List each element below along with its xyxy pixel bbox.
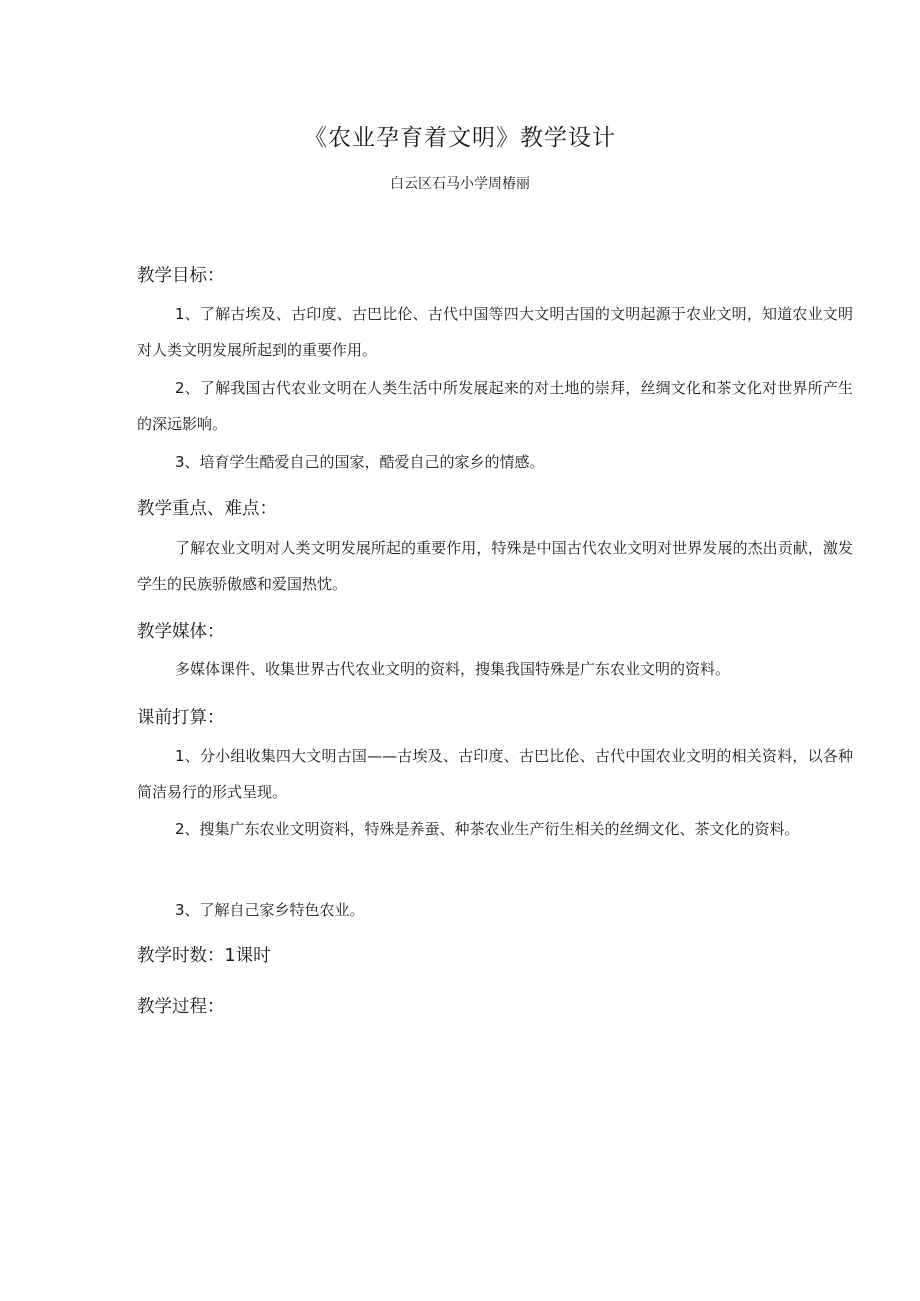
section-heading-key-points: 教学重点、难点： <box>137 499 277 519</box>
section-heading-hours: 教学时数：1课时 <box>137 946 271 966</box>
section-heading-process: 教学过程： <box>137 997 225 1017</box>
preparation-item-3: 3、了解自己家乡特色农业。 <box>175 901 365 919</box>
key-points-text: 了解农业文明对人类文明发展所起的重要作用，特殊是中国古代农业文明对世界发展的杰出贡献，激发学生的民族骄傲感和爱国热忱。 <box>137 539 853 593</box>
section-heading-preparation: 课前打算： <box>137 708 225 728</box>
media-text: 多媒体课件、收集世界古代农业文明的资料，搜集我国特殊是广东农业文明的资料。 <box>175 660 731 678</box>
goal-item-3: 3、培育学生酷爱自己的国家，酷爱自己的家乡的情感。 <box>175 453 545 471</box>
section-heading-goals: 教学目标： <box>137 266 225 286</box>
preparation-item-1: 1、分小组收集四大文明古国——古埃及、古印度、古巴比伦、古代中国农业文明的相关资料，以各种简洁易行的形式呈现。 <box>137 747 853 801</box>
goal-item-1: 1、了解古埃及、古印度、古巴比伦、古代中国等四大文明古国的文明起源于农业文明，知道农业文明对人类文明发展所起到的重要作用。 <box>137 305 853 359</box>
document-title: 《农业孕育着文明》教学设计 <box>304 125 616 151</box>
goal-item-2: 2、了解我国古代农业文明在人类生活中所发展起来的对土地的崇拜，丝绸文化和茶文化对世界所产生的深远影响。 <box>137 379 853 433</box>
section-heading-media: 教学媒体： <box>137 622 225 642</box>
preparation-item-2: 2、搜集广东农业文明资料，特殊是养蚕、种茶农业生产衍生相关的丝绸文化、茶文化的资料。 <box>175 820 800 838</box>
document-author: 白云区石马小学周椿丽 <box>390 176 530 192</box>
